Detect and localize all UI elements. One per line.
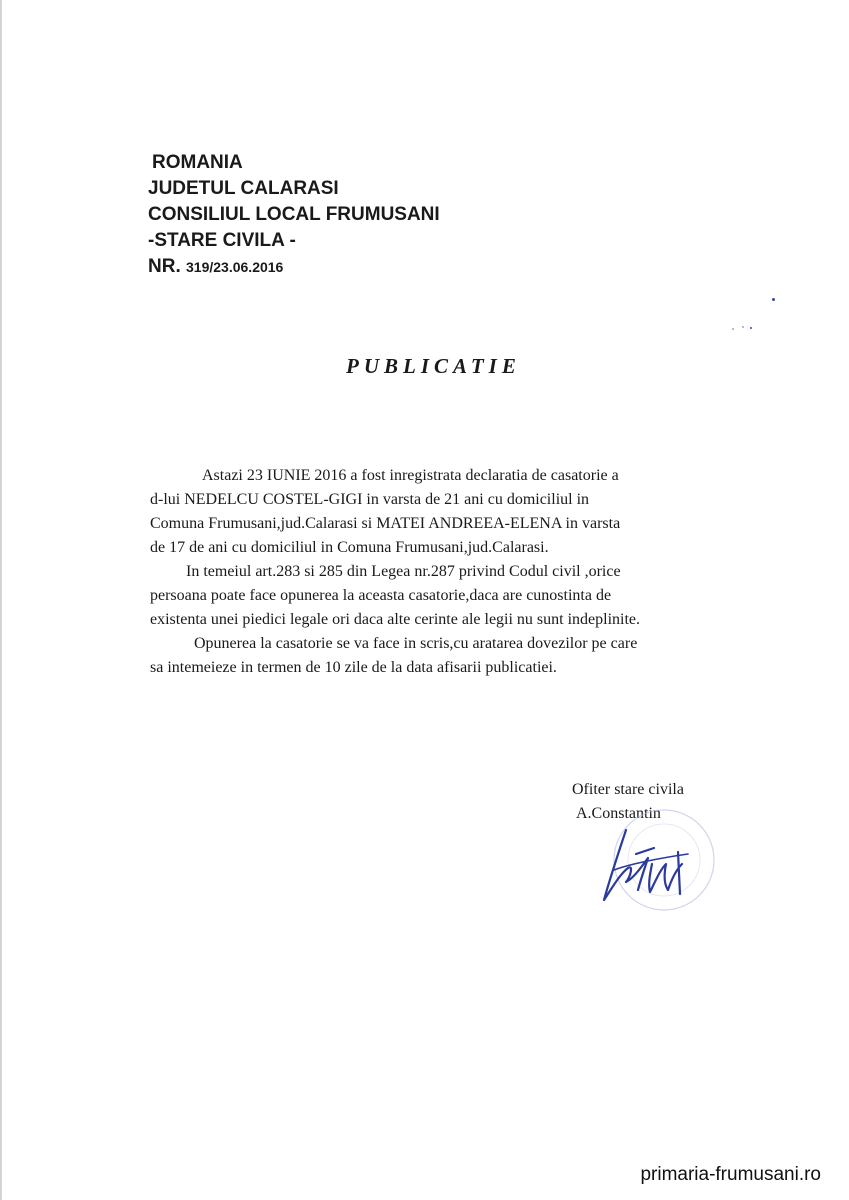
stamp-and-signature — [590, 808, 720, 928]
header-county: JUDETUL CALARASI — [148, 178, 339, 199]
scan-edge — [0, 0, 2, 1200]
body-line: sa intemeieze in termen de 10 zile de la data afisarii publicatiei. — [150, 659, 557, 676]
body-line: In temeiul art.283 si 285 din Legea nr.287 privind Codul civil ,orice — [186, 563, 621, 580]
document-body — [150, 464, 670, 680]
header-council: CONSILIUL LOCAL FRUMUSANI — [148, 204, 440, 225]
scan-speck — [732, 328, 734, 330]
number-prefix: NR. — [148, 256, 181, 277]
scan-speck — [742, 326, 744, 328]
body-line: Comuna Frumusani,jud.Calarasi si MATEI ANDREEA-ELENA in varsta — [150, 515, 621, 532]
header-country: ROMANIA — [152, 152, 243, 173]
document-header — [148, 150, 440, 280]
signatory-role: Ofiter stare civila — [572, 781, 684, 798]
number-value: 319/23.06.2016 — [186, 259, 284, 275]
header-department: -STARE CIVILA - — [148, 230, 296, 251]
scan-speck — [750, 327, 752, 329]
body-line: persoana poate face opunerea la aceasta casatorie,daca are cunostinta de — [150, 587, 612, 604]
document-title: PUBLICATIE — [346, 354, 521, 378]
scan-speck — [772, 298, 775, 301]
body-line: de 17 de ani cu domiciliul in Comuna Frumusani,jud.Calarasi. — [150, 539, 549, 556]
header-registration-number — [148, 254, 440, 280]
body-line: Opunerea la casatorie se va face in scris,cu aratarea dovezilor pe care — [194, 635, 638, 652]
website-footer: primaria-frumusani.ro — [640, 1164, 821, 1185]
signatory-name: A.Constantin — [576, 805, 661, 822]
body-line: existenta unei piedici legale ori daca alte cerinte ale legii nu sunt indeplinite. — [150, 611, 641, 628]
body-line: Astazi 23 IUNIE 2016 a fost inregistrata declaratia de casatorie a — [202, 467, 619, 484]
body-line: d-lui NEDELCU COSTEL-GIGI in varsta de 21 ani cu domiciliul in — [150, 491, 590, 508]
handwritten-signature-icon — [590, 808, 720, 928]
